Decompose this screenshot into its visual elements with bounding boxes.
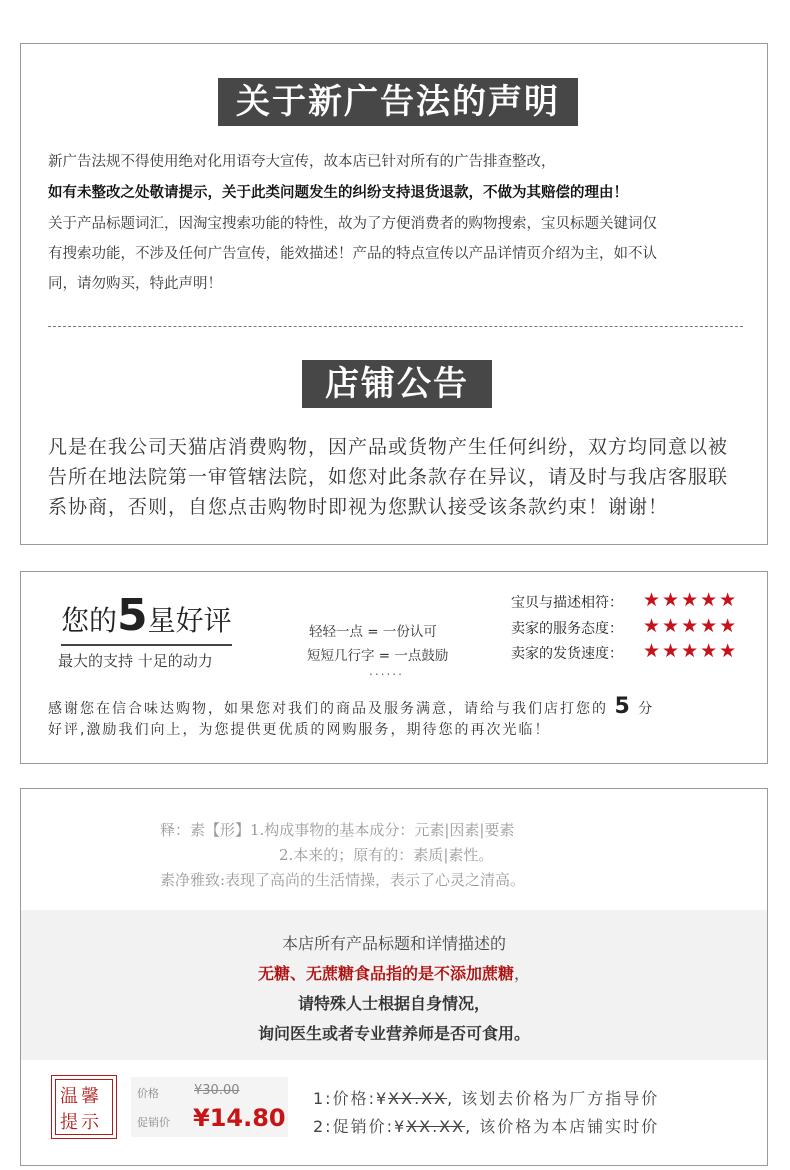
notice-heading: 关于新广告法的声明	[218, 78, 578, 126]
review-title	[61, 590, 232, 646]
price-label: 价格	[137, 1087, 159, 1100]
tips-panel	[20, 788, 768, 1166]
price-note-2-placeholder: XX.XX	[406, 1117, 466, 1136]
review-title-number: 5	[117, 590, 148, 641]
sugar-note-line-2	[21, 961, 767, 984]
price-note-2-text: , 该价格为本店铺实时价	[465, 1117, 660, 1136]
announcement-line-3: 系协商，否则，自您点击购物时即视为您默认接受该条款约束！谢谢！	[48, 496, 669, 518]
definition-line-2: 2.本来的；原有的：素质|素性。	[279, 846, 494, 864]
review-thanks-text: 感谢您在信合味达购物，如果您对我们的商品及服务满意，请给与我们店打您的	[48, 701, 608, 717]
notice-line-1: 新广告法规不得使用绝对化用语夸大宣传，故本店已针对所有的广告排查整改，	[48, 154, 556, 170]
promo-price-label: 促销价	[137, 1116, 170, 1129]
review-mid-dots: ......	[369, 664, 404, 678]
review-panel	[20, 571, 768, 764]
tip-badge-line-1: 温馨	[60, 1086, 102, 1107]
announcement-heading: 店铺公告	[302, 360, 492, 408]
price-note-1-prefix: 1:价格:¥	[313, 1089, 389, 1108]
review-thanks-line-1	[48, 694, 654, 719]
rating-stars-description: ★★★★★	[643, 589, 739, 611]
sugar-note-line-4: 询问医生或者专业营养师是否可食用。	[257, 1024, 530, 1043]
review-mid-line-1: 轻轻一点 = 一份认可	[309, 624, 437, 640]
tip-badge	[51, 1075, 117, 1139]
rating-label-service: 卖家的服务态度：	[511, 621, 623, 637]
tip-badge-line-2: 提示	[60, 1112, 102, 1133]
notice-panel	[20, 43, 768, 545]
price-note-1-placeholder: XX.XX	[388, 1089, 448, 1108]
sugar-note-comma: ，	[514, 964, 531, 983]
notice-line-5: 同，请勿购买，特此声明！	[48, 276, 222, 292]
review-title-prefix: 您的	[61, 604, 118, 637]
rating-label-description: 宝贝与描述相符：	[511, 595, 623, 611]
review-thanks-suffix: 分	[638, 701, 655, 717]
review-title-suffix: 星好评	[147, 604, 232, 637]
sugar-note-line-3: 请特殊人士根据自身情况，	[297, 994, 490, 1013]
definition-line-1: 释：素【形】1.构成事物的基本成分：元素|因素|要素	[160, 821, 515, 839]
rating-stars-shipping: ★★★★★	[643, 640, 739, 662]
price-note-2	[313, 1114, 659, 1137]
price-note-2-prefix: 2:促销价:¥	[313, 1117, 407, 1136]
sugar-note-line-1: 本店所有产品标题和详情描述的	[281, 934, 506, 953]
divider	[48, 326, 743, 327]
promo-price: ¥14.80	[193, 1104, 286, 1132]
rating-label-shipping: 卖家的发货速度：	[511, 646, 623, 662]
old-price: ¥30.00	[194, 1083, 240, 1098]
sugar-note-highlight: 无糖、无蔗糖食品指的是不添加蔗糖	[257, 964, 514, 983]
review-thanks-number: 5	[614, 694, 632, 719]
price-box	[131, 1077, 288, 1137]
price-note-1-text: , 该划去价格为厂方指导价	[447, 1089, 660, 1108]
review-subtitle: 最大的支持 十足的动力	[58, 652, 213, 670]
review-mid-line-2: 短短几行字 = 一点鼓励	[307, 648, 449, 664]
definition-line-3: 素净雅致:表现了高尚的生活情操，表示了心灵之清高。	[160, 871, 526, 889]
announcement-line-1: 凡是在我公司天猫店消费购物，因产品或货物产生任何纠纷，双方均同意以被	[48, 436, 729, 458]
rating-stars-service: ★★★★★	[643, 615, 739, 637]
notice-line-2: 如有未整改之处敬请提示，关于此类问题发生的纠纷支持退货退款，不做为其赔偿的理由！	[48, 185, 628, 201]
announcement-line-2: 告所在地法院第一审管辖法院，如您对此条款存在异议，请及时与我店客服联	[48, 466, 729, 488]
notice-line-3: 关于产品标题词汇，因淘宝搜索功能的特性，故为了方便消费者的购物搜索，宝贝标题关键词仅	[48, 216, 657, 232]
review-thanks-line-2: 好评,激励我们向上，为您提供更优质的网购服务，期待您的再次光临！	[48, 722, 551, 738]
notice-line-4: 有搜索功能，不涉及任何广告宣传，能效描述！产品的特点宣传以产品详情页介绍为主，如不认	[48, 246, 657, 262]
price-note-1	[313, 1086, 659, 1109]
